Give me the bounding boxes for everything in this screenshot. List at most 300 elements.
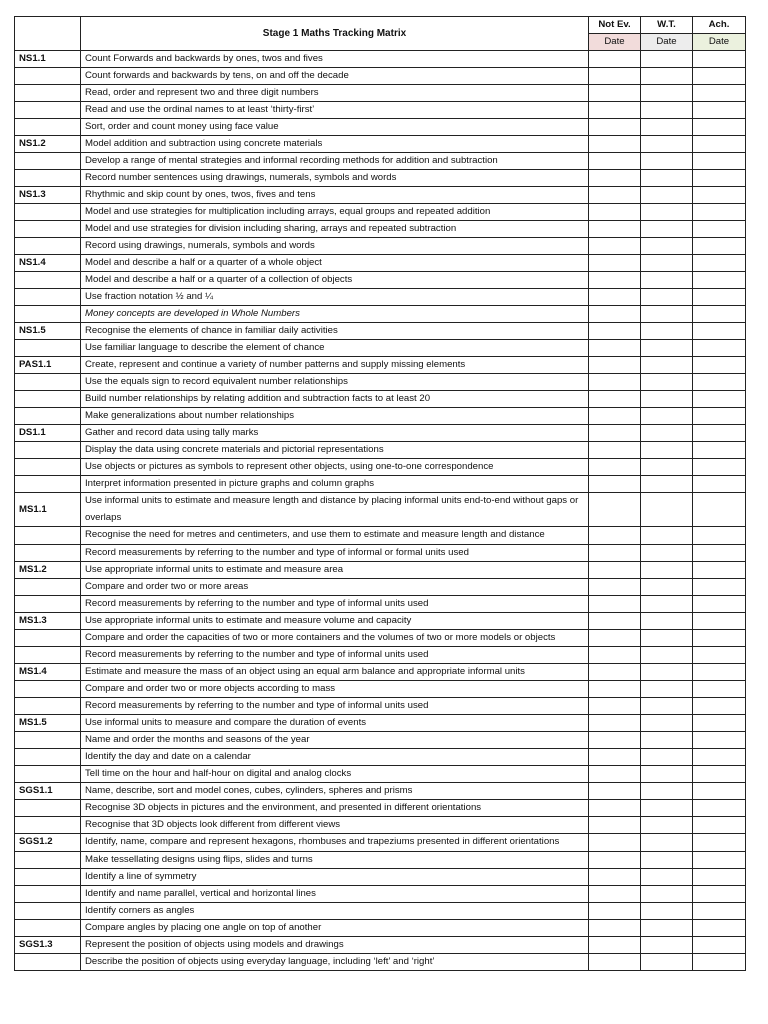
outcome-code bbox=[15, 698, 81, 715]
outcome-code bbox=[15, 306, 81, 323]
date-cell-working-towards[interactable] bbox=[641, 544, 693, 561]
date-label-working-towards: Date bbox=[641, 34, 693, 51]
table-row bbox=[15, 221, 746, 238]
date-cell-achieved[interactable] bbox=[693, 664, 746, 681]
date-cell-working-towards[interactable] bbox=[641, 834, 693, 852]
date-cell-achieved[interactable] bbox=[693, 493, 746, 527]
outcome-code: NS1.3 bbox=[15, 187, 81, 204]
date-cell-achieved[interactable] bbox=[693, 817, 746, 834]
date-cell-not-evident[interactable] bbox=[589, 595, 641, 612]
date-cell-working-towards[interactable] bbox=[641, 153, 693, 170]
table-row bbox=[15, 629, 746, 647]
date-cell-working-towards[interactable] bbox=[641, 953, 693, 970]
table-row bbox=[15, 885, 746, 902]
date-cell-working-towards[interactable] bbox=[641, 578, 693, 595]
outcome-description: Compare and order two or more areas bbox=[81, 578, 589, 595]
date-cell-working-towards[interactable] bbox=[641, 68, 693, 85]
date-cell-working-towards[interactable] bbox=[641, 612, 693, 629]
date-cell-achieved[interactable] bbox=[693, 681, 746, 698]
outcome-description: Name and order the months and seasons of the year bbox=[81, 732, 589, 749]
date-cell-working-towards[interactable] bbox=[641, 442, 693, 459]
outcome-description: Use fraction notation ½ and ¼ bbox=[81, 289, 589, 306]
date-cell-achieved[interactable] bbox=[693, 170, 746, 187]
date-cell-not-evident[interactable] bbox=[589, 255, 641, 272]
table-row bbox=[15, 459, 746, 476]
date-cell-working-towards[interactable] bbox=[641, 306, 693, 323]
outcome-description: Recognise that 3D objects look different from different views bbox=[81, 817, 589, 834]
date-cell-not-evident[interactable] bbox=[589, 698, 641, 715]
date-cell-not-evident[interactable] bbox=[589, 221, 641, 238]
date-cell-not-evident[interactable] bbox=[589, 851, 641, 868]
date-cell-achieved[interactable] bbox=[693, 425, 746, 442]
outcome-description: Model and use strategies for division including sharing, arrays and repeated subtraction bbox=[81, 221, 589, 238]
outcome-code bbox=[15, 953, 81, 970]
date-cell-not-evident[interactable] bbox=[589, 170, 641, 187]
date-cell-achieved[interactable] bbox=[693, 119, 746, 136]
date-cell-not-evident[interactable] bbox=[589, 272, 641, 289]
outcome-description: Estimate and measure the mass of an object using an equal arm balance and appropriate informal units bbox=[81, 664, 589, 681]
outcome-code bbox=[15, 289, 81, 306]
outcome-description: Model and use strategies for multiplication including arrays, equal groups and repeated addition bbox=[81, 204, 589, 221]
date-cell-working-towards[interactable] bbox=[641, 323, 693, 340]
date-cell-achieved[interactable] bbox=[693, 442, 746, 459]
date-cell-achieved[interactable] bbox=[693, 187, 746, 204]
outcome-code bbox=[15, 408, 81, 425]
date-cell-working-towards[interactable] bbox=[641, 936, 693, 953]
date-cell-working-towards[interactable] bbox=[641, 204, 693, 221]
date-cell-not-evident[interactable] bbox=[589, 323, 641, 340]
date-cell-achieved[interactable] bbox=[693, 68, 746, 85]
date-cell-working-towards[interactable] bbox=[641, 391, 693, 408]
outcome-code: MS1.1 bbox=[15, 493, 81, 527]
date-cell-achieved[interactable] bbox=[693, 578, 746, 595]
column-header-achieved: Ach. bbox=[693, 17, 746, 34]
header-row bbox=[15, 17, 746, 34]
outcome-code: SGS1.2 bbox=[15, 834, 81, 852]
outcome-code bbox=[15, 919, 81, 936]
date-cell-achieved[interactable] bbox=[693, 732, 746, 749]
date-cell-not-evident[interactable] bbox=[589, 561, 641, 578]
date-cell-working-towards[interactable] bbox=[641, 255, 693, 272]
outcome-code bbox=[15, 442, 81, 459]
date-cell-not-evident[interactable] bbox=[589, 391, 641, 408]
date-cell-working-towards[interactable] bbox=[641, 102, 693, 119]
date-cell-working-towards[interactable] bbox=[641, 51, 693, 68]
outcome-code bbox=[15, 374, 81, 391]
table-row bbox=[15, 68, 746, 85]
table-row bbox=[15, 851, 746, 868]
date-cell-not-evident[interactable] bbox=[589, 527, 641, 545]
date-cell-working-towards[interactable] bbox=[641, 800, 693, 817]
outcome-code: DS1.1 bbox=[15, 425, 81, 442]
outcome-code bbox=[15, 817, 81, 834]
outcome-description: Name, describe, sort and model cones, cubes, cylinders, spheres and prisms bbox=[81, 783, 589, 800]
table-row bbox=[15, 800, 746, 817]
date-cell-achieved[interactable] bbox=[693, 272, 746, 289]
date-cell-achieved[interactable] bbox=[693, 527, 746, 545]
date-cell-not-evident[interactable] bbox=[589, 919, 641, 936]
outcome-description: Count Forwards and backwards by ones, twos and fives bbox=[81, 51, 589, 68]
date-cell-working-towards[interactable] bbox=[641, 425, 693, 442]
outcome-description: Use appropriate informal units to estimate and measure volume and capacity bbox=[81, 612, 589, 629]
date-cell-not-evident[interactable] bbox=[589, 306, 641, 323]
date-cell-achieved[interactable] bbox=[693, 391, 746, 408]
date-cell-not-evident[interactable] bbox=[589, 817, 641, 834]
outcome-description: Record measurements by referring to the number and type of informal units used bbox=[81, 647, 589, 664]
outcome-description: Read, order and represent two and three digit numbers bbox=[81, 85, 589, 102]
outcome-description: Compare and order the capacities of two or more containers and the volumes of two or more models or objects bbox=[81, 629, 589, 647]
date-cell-working-towards[interactable] bbox=[641, 476, 693, 493]
outcome-code bbox=[15, 885, 81, 902]
date-cell-achieved[interactable] bbox=[693, 153, 746, 170]
date-cell-not-evident[interactable] bbox=[589, 187, 641, 204]
date-cell-not-evident[interactable] bbox=[589, 800, 641, 817]
date-cell-not-evident[interactable] bbox=[589, 647, 641, 664]
outcome-description: Read and use the ordinal names to at least ‘thirty-first’ bbox=[81, 102, 589, 119]
date-cell-not-evident[interactable] bbox=[589, 783, 641, 800]
outcome-description: Develop a range of mental strategies and informal recording methods for addition and subtraction bbox=[81, 153, 589, 170]
table-row bbox=[15, 527, 746, 545]
date-cell-not-evident[interactable] bbox=[589, 885, 641, 902]
date-cell-not-evident[interactable] bbox=[589, 493, 641, 527]
outcome-description: Describe the position of objects using everyday language, including ‘left’ and ‘right’ bbox=[81, 953, 589, 970]
date-cell-working-towards[interactable] bbox=[641, 85, 693, 102]
date-cell-not-evident[interactable] bbox=[589, 578, 641, 595]
date-cell-not-evident[interactable] bbox=[589, 102, 641, 119]
table-row bbox=[15, 442, 746, 459]
date-cell-working-towards[interactable] bbox=[641, 527, 693, 545]
date-cell-achieved[interactable] bbox=[693, 834, 746, 852]
date-cell-achieved[interactable] bbox=[693, 255, 746, 272]
table-row bbox=[15, 698, 746, 715]
table-row bbox=[15, 51, 746, 68]
date-cell-achieved[interactable] bbox=[693, 612, 746, 629]
table-row bbox=[15, 749, 746, 766]
date-cell-not-evident[interactable] bbox=[589, 749, 641, 766]
table-row bbox=[15, 817, 746, 834]
date-cell-not-evident[interactable] bbox=[589, 68, 641, 85]
date-cell-achieved[interactable] bbox=[693, 595, 746, 612]
outcome-code: NS1.5 bbox=[15, 323, 81, 340]
date-cell-achieved[interactable] bbox=[693, 459, 746, 476]
date-cell-achieved[interactable] bbox=[693, 102, 746, 119]
outcome-description: Model addition and subtraction using concrete materials bbox=[81, 136, 589, 153]
date-cell-working-towards[interactable] bbox=[641, 187, 693, 204]
date-cell-achieved[interactable] bbox=[693, 204, 746, 221]
table-row bbox=[15, 153, 746, 170]
date-cell-not-evident[interactable] bbox=[589, 153, 641, 170]
table-row bbox=[15, 919, 746, 936]
date-cell-achieved[interactable] bbox=[693, 715, 746, 732]
outcome-code bbox=[15, 647, 81, 664]
date-cell-not-evident[interactable] bbox=[589, 732, 641, 749]
date-cell-working-towards[interactable] bbox=[641, 664, 693, 681]
table-row bbox=[15, 255, 746, 272]
date-cell-working-towards[interactable] bbox=[641, 408, 693, 425]
outcome-code bbox=[15, 902, 81, 919]
date-cell-achieved[interactable] bbox=[693, 629, 746, 647]
date-cell-achieved[interactable] bbox=[693, 357, 746, 374]
date-cell-working-towards[interactable] bbox=[641, 119, 693, 136]
date-cell-working-towards[interactable] bbox=[641, 374, 693, 391]
date-cell-not-evident[interactable] bbox=[589, 868, 641, 885]
date-cell-not-evident[interactable] bbox=[589, 766, 641, 783]
date-cell-achieved[interactable] bbox=[693, 851, 746, 868]
date-cell-not-evident[interactable] bbox=[589, 85, 641, 102]
table-row bbox=[15, 102, 746, 119]
outcome-code bbox=[15, 221, 81, 238]
table-row bbox=[15, 170, 746, 187]
date-cell-not-evident[interactable] bbox=[589, 408, 641, 425]
table-row bbox=[15, 357, 746, 374]
date-cell-achieved[interactable] bbox=[693, 374, 746, 391]
outcome-code bbox=[15, 527, 81, 545]
outcome-description: Record using drawings, numerals, symbols and words bbox=[81, 238, 589, 255]
date-cell-not-evident[interactable] bbox=[589, 374, 641, 391]
table-row bbox=[15, 868, 746, 885]
outcome-description: Identify, name, compare and represent hexagons, rhombuses and trapeziums presented in different orientations bbox=[81, 834, 589, 852]
table-row bbox=[15, 272, 746, 289]
outcome-code bbox=[15, 102, 81, 119]
table-row bbox=[15, 476, 746, 493]
date-cell-working-towards[interactable] bbox=[641, 732, 693, 749]
outcome-description: Compare angles by placing one angle on top of another bbox=[81, 919, 589, 936]
date-cell-achieved[interactable] bbox=[693, 85, 746, 102]
date-cell-working-towards[interactable] bbox=[641, 902, 693, 919]
table-row bbox=[15, 238, 746, 255]
date-cell-not-evident[interactable] bbox=[589, 204, 641, 221]
date-cell-not-evident[interactable] bbox=[589, 357, 641, 374]
table-row bbox=[15, 306, 746, 323]
outcome-description: Compare and order two or more objects according to mass bbox=[81, 681, 589, 698]
date-cell-working-towards[interactable] bbox=[641, 885, 693, 902]
date-cell-working-towards[interactable] bbox=[641, 289, 693, 306]
table-row bbox=[15, 187, 746, 204]
date-cell-not-evident[interactable] bbox=[589, 544, 641, 561]
date-cell-not-evident[interactable] bbox=[589, 51, 641, 68]
date-cell-not-evident[interactable] bbox=[589, 340, 641, 357]
date-cell-achieved[interactable] bbox=[693, 647, 746, 664]
outcome-description: Record measurements by referring to the number and type of informal or formal units used bbox=[81, 544, 589, 561]
date-cell-not-evident[interactable] bbox=[589, 476, 641, 493]
date-cell-achieved[interactable] bbox=[693, 902, 746, 919]
outcome-description: Model and describe a half or a quarter of a collection of objects bbox=[81, 272, 589, 289]
outcome-code bbox=[15, 391, 81, 408]
table-row bbox=[15, 715, 746, 732]
outcome-code bbox=[15, 340, 81, 357]
date-cell-working-towards[interactable] bbox=[641, 715, 693, 732]
outcome-description: Use objects or pictures as symbols to represent other objects, using one-to-one correspondence bbox=[81, 459, 589, 476]
table-row bbox=[15, 323, 746, 340]
outcome-description: Use familiar language to describe the element of chance bbox=[81, 340, 589, 357]
column-header-not-evident: Not Ev. bbox=[589, 17, 641, 34]
outcome-code bbox=[15, 272, 81, 289]
date-cell-achieved[interactable] bbox=[693, 749, 746, 766]
outcome-description: Use informal units to measure and compare the duration of events bbox=[81, 715, 589, 732]
date-cell-working-towards[interactable] bbox=[641, 459, 693, 476]
outcome-description: Display the data using concrete materials and pictorial representations bbox=[81, 442, 589, 459]
date-cell-achieved[interactable] bbox=[693, 868, 746, 885]
outcome-description: Use the equals sign to record equivalent number relationships bbox=[81, 374, 589, 391]
outcome-description: Rhythmic and skip count by ones, twos, fives and tens bbox=[81, 187, 589, 204]
date-cell-working-towards[interactable] bbox=[641, 595, 693, 612]
date-cell-achieved[interactable] bbox=[693, 340, 746, 357]
outcome-description: Use appropriate informal units to estimate and measure area bbox=[81, 561, 589, 578]
outcome-code bbox=[15, 85, 81, 102]
table-row bbox=[15, 936, 746, 953]
header-code-cell bbox=[15, 17, 81, 51]
date-cell-working-towards[interactable] bbox=[641, 783, 693, 800]
date-cell-achieved[interactable] bbox=[693, 544, 746, 561]
table-row bbox=[15, 664, 746, 681]
outcome-code bbox=[15, 851, 81, 868]
date-cell-achieved[interactable] bbox=[693, 408, 746, 425]
outcome-description: Count forwards and backwards by tens, on and off the decade bbox=[81, 68, 589, 85]
date-cell-working-towards[interactable] bbox=[641, 766, 693, 783]
table-row bbox=[15, 289, 746, 306]
table-row bbox=[15, 85, 746, 102]
date-cell-working-towards[interactable] bbox=[641, 868, 693, 885]
outcome-description: Create, represent and continue a variety of number patterns and supply missing elements bbox=[81, 357, 589, 374]
table-row bbox=[15, 766, 746, 783]
date-cell-achieved[interactable] bbox=[693, 919, 746, 936]
date-cell-working-towards[interactable] bbox=[641, 221, 693, 238]
date-cell-not-evident[interactable] bbox=[589, 238, 641, 255]
date-cell-working-towards[interactable] bbox=[641, 698, 693, 715]
date-cell-achieved[interactable] bbox=[693, 221, 746, 238]
date-cell-not-evident[interactable] bbox=[589, 442, 641, 459]
date-cell-working-towards[interactable] bbox=[641, 851, 693, 868]
date-cell-not-evident[interactable] bbox=[589, 834, 641, 852]
outcome-code bbox=[15, 238, 81, 255]
table-row bbox=[15, 647, 746, 664]
date-cell-not-evident[interactable] bbox=[589, 953, 641, 970]
outcome-description: Money concepts are developed in Whole Numbers bbox=[81, 306, 589, 323]
outcome-code bbox=[15, 595, 81, 612]
date-cell-achieved[interactable] bbox=[693, 306, 746, 323]
date-cell-achieved[interactable] bbox=[693, 885, 746, 902]
date-cell-working-towards[interactable] bbox=[641, 357, 693, 374]
date-cell-achieved[interactable] bbox=[693, 953, 746, 970]
date-cell-not-evident[interactable] bbox=[589, 119, 641, 136]
outcome-description: Model and describe a half or a quarter of a whole object bbox=[81, 255, 589, 272]
date-cell-working-towards[interactable] bbox=[641, 493, 693, 527]
date-label-achieved: Date bbox=[693, 34, 746, 51]
matrix-title: Stage 1 Maths Tracking Matrix bbox=[81, 17, 589, 51]
date-cell-working-towards[interactable] bbox=[641, 272, 693, 289]
table-row bbox=[15, 578, 746, 595]
outcome-code: MS1.5 bbox=[15, 715, 81, 732]
date-cell-working-towards[interactable] bbox=[641, 749, 693, 766]
outcome-code: MS1.2 bbox=[15, 561, 81, 578]
outcome-code bbox=[15, 868, 81, 885]
outcome-description: Build number relationships by relating addition and subtraction facts to at least 20 bbox=[81, 391, 589, 408]
outcome-description: Gather and record data using tally marks bbox=[81, 425, 589, 442]
table-row bbox=[15, 425, 746, 442]
date-cell-not-evident[interactable] bbox=[589, 936, 641, 953]
outcome-description: Represent the position of objects using models and drawings bbox=[81, 936, 589, 953]
outcome-description: Make generalizations about number relationships bbox=[81, 408, 589, 425]
date-cell-achieved[interactable] bbox=[693, 51, 746, 68]
table-row bbox=[15, 119, 746, 136]
date-cell-working-towards[interactable] bbox=[641, 136, 693, 153]
outcome-code bbox=[15, 800, 81, 817]
date-cell-working-towards[interactable] bbox=[641, 647, 693, 664]
table-row bbox=[15, 493, 746, 527]
outcome-description: Recognise the elements of chance in familiar daily activities bbox=[81, 323, 589, 340]
date-cell-achieved[interactable] bbox=[693, 289, 746, 306]
date-cell-achieved[interactable] bbox=[693, 476, 746, 493]
table-row bbox=[15, 374, 746, 391]
date-cell-working-towards[interactable] bbox=[641, 561, 693, 578]
date-cell-achieved[interactable] bbox=[693, 783, 746, 800]
date-cell-achieved[interactable] bbox=[693, 766, 746, 783]
table-row bbox=[15, 391, 746, 408]
outcome-description: Record measurements by referring to the number and type of informal units used bbox=[81, 698, 589, 715]
outcome-description: Recognise the need for metres and centimeters, and use them to estimate and measure length and distance bbox=[81, 527, 589, 545]
date-cell-not-evident[interactable] bbox=[589, 136, 641, 153]
date-cell-achieved[interactable] bbox=[693, 561, 746, 578]
date-cell-not-evident[interactable] bbox=[589, 459, 641, 476]
date-cell-not-evident[interactable] bbox=[589, 902, 641, 919]
outcome-code: MS1.3 bbox=[15, 612, 81, 629]
table-row bbox=[15, 834, 746, 852]
outcome-code: MS1.4 bbox=[15, 664, 81, 681]
date-cell-not-evident[interactable] bbox=[589, 425, 641, 442]
date-cell-not-evident[interactable] bbox=[589, 612, 641, 629]
table-row bbox=[15, 681, 746, 698]
outcome-code: PAS1.1 bbox=[15, 357, 81, 374]
table-row bbox=[15, 783, 746, 800]
outcome-description: Make tessellating designs using flips, slides and turns bbox=[81, 851, 589, 868]
date-cell-working-towards[interactable] bbox=[641, 681, 693, 698]
table-row bbox=[15, 902, 746, 919]
outcome-description: Identify the day and date on a calendar bbox=[81, 749, 589, 766]
date-cell-not-evident[interactable] bbox=[589, 629, 641, 647]
date-cell-achieved[interactable] bbox=[693, 238, 746, 255]
date-cell-not-evident[interactable] bbox=[589, 289, 641, 306]
date-cell-working-towards[interactable] bbox=[641, 629, 693, 647]
outcome-code bbox=[15, 681, 81, 698]
date-cell-achieved[interactable] bbox=[693, 800, 746, 817]
date-cell-not-evident[interactable] bbox=[589, 715, 641, 732]
table-row bbox=[15, 204, 746, 221]
table-row bbox=[15, 561, 746, 578]
date-cell-achieved[interactable] bbox=[693, 698, 746, 715]
outcome-code bbox=[15, 749, 81, 766]
outcome-description: Recognise 3D objects in pictures and the environment, and presented in different orientations bbox=[81, 800, 589, 817]
outcome-code: NS1.2 bbox=[15, 136, 81, 153]
outcome-code bbox=[15, 204, 81, 221]
table-row bbox=[15, 136, 746, 153]
date-cell-working-towards[interactable] bbox=[641, 340, 693, 357]
date-cell-not-evident[interactable] bbox=[589, 681, 641, 698]
date-cell-achieved[interactable] bbox=[693, 936, 746, 953]
date-cell-working-towards[interactable] bbox=[641, 817, 693, 834]
date-cell-working-towards[interactable] bbox=[641, 170, 693, 187]
date-label-not-evident: Date bbox=[589, 34, 641, 51]
date-cell-working-towards[interactable] bbox=[641, 919, 693, 936]
date-cell-working-towards[interactable] bbox=[641, 238, 693, 255]
date-cell-achieved[interactable] bbox=[693, 136, 746, 153]
date-cell-achieved[interactable] bbox=[693, 323, 746, 340]
outcome-description: Sort, order and count money using face value bbox=[81, 119, 589, 136]
date-cell-not-evident[interactable] bbox=[589, 664, 641, 681]
outcome-description: Identify a line of symmetry bbox=[81, 868, 589, 885]
outcome-code bbox=[15, 68, 81, 85]
tracking-matrix-table bbox=[14, 16, 746, 971]
outcome-code bbox=[15, 119, 81, 136]
